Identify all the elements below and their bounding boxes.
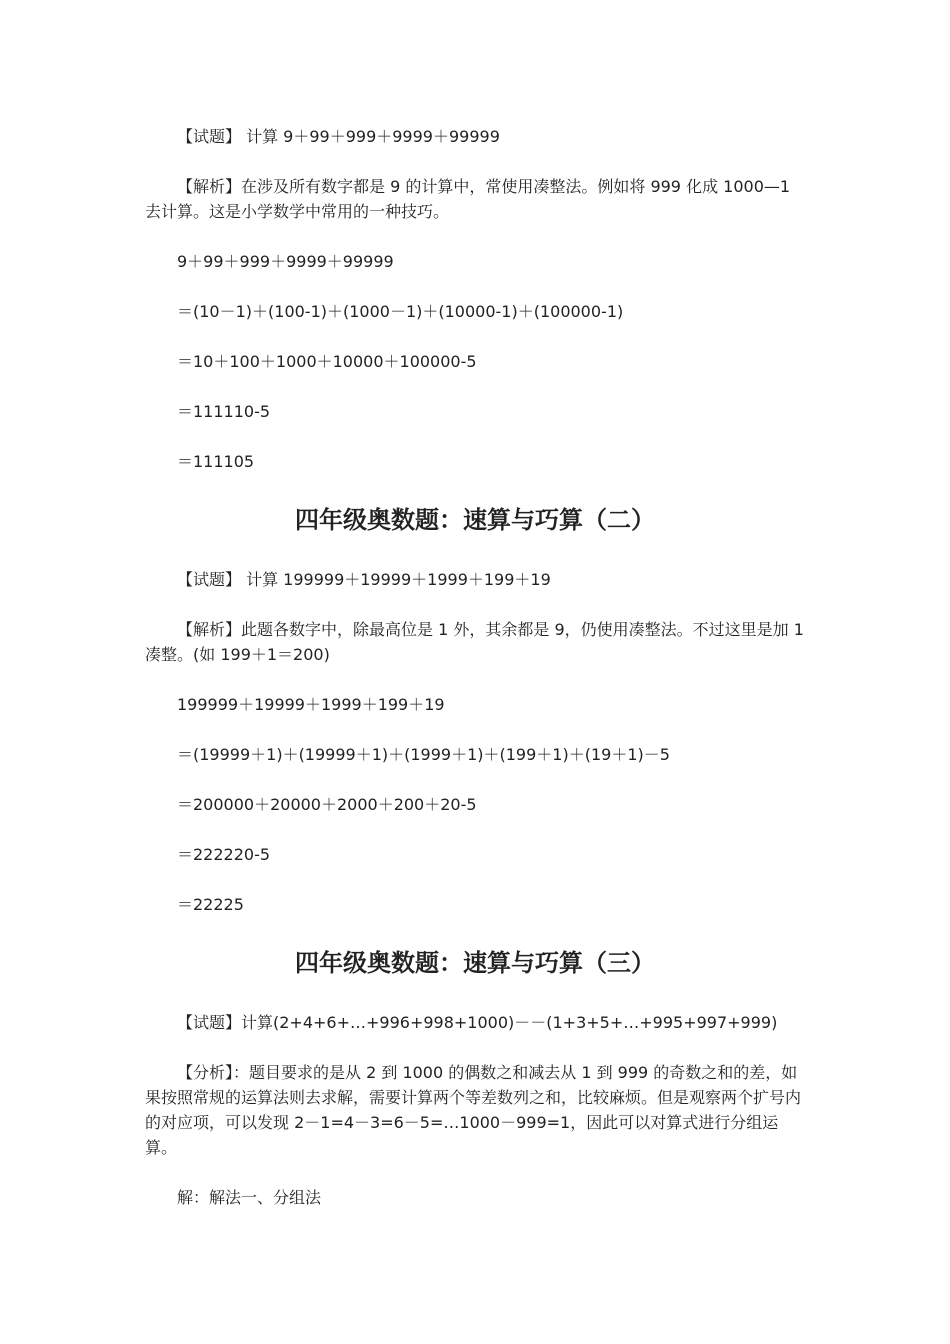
problem1-step-5: ＝111105 (177, 452, 255, 471)
problem2-step-2: ＝(19999＋1)＋(19999＋1)＋(1999＋1)＋(199＋1)＋(19＋1)－5 (177, 745, 670, 764)
problem3-analysis: 【分析】：题目要求的是从 2 到 1000 的偶数之和减去从 1 到 999 的奇数之和的差，如果按照常规的运算法则去求解，需要计算两个等差数列之和，比较麻烦。但是观察两个扩号内的对应项，可以发现 2－1=4－3=6－5=…1000－999=1，因此可以对算式进行分组运算。 (145, 1063, 802, 1157)
problem2-step-5: ＝22225 (177, 895, 244, 914)
problem2-question: 【试题】 计算 199999＋19999＋1999＋199＋19 (177, 570, 551, 589)
problem2-step-3: ＝200000＋20000＋2000＋200＋20-5 (177, 795, 477, 814)
problem1-step-3: ＝10＋100＋1000＋10000＋100000-5 (177, 352, 477, 371)
section-heading-3: 四年级奥数题：速算与巧算（三） (295, 948, 655, 977)
problem3-solution: 解：解法一、分组法 (177, 1188, 322, 1207)
problem1-question: 【试题】 计算 9＋99＋999＋9999＋99999 (177, 127, 500, 146)
problem1-step-1: 9＋99＋999＋9999＋99999 (177, 252, 394, 271)
problem2-step-1: 199999＋19999＋1999＋199＋19 (177, 695, 445, 714)
problem2-step-4: ＝222220-5 (177, 845, 271, 864)
problem1-step-4: ＝111110-5 (177, 402, 271, 421)
problem3-question: 【试题】计算(2+4+6+…+996+998+1000)－－(1+3+5+…+995+997+999) (177, 1013, 778, 1032)
problem1-analysis: 【解析】在涉及所有数字都是 9 的计算中，常使用凑整法。例如将 999 化成 1000—1 去计算。这是小学数学中常用的一种技巧。 (145, 177, 791, 221)
problem2-analysis: 【解析】此题各数字中，除最高位是 1 外，其余都是 9，仍使用凑整法。不过这里是加 1 凑整。(如 199＋1＝200) (145, 620, 804, 664)
problem1-step-2: ＝(10－1)＋(100-1)＋(1000－1)＋(10000-1)＋(100000-1) (177, 302, 624, 321)
section-heading-2: 四年级奥数题：速算与巧算（二） (295, 505, 655, 534)
